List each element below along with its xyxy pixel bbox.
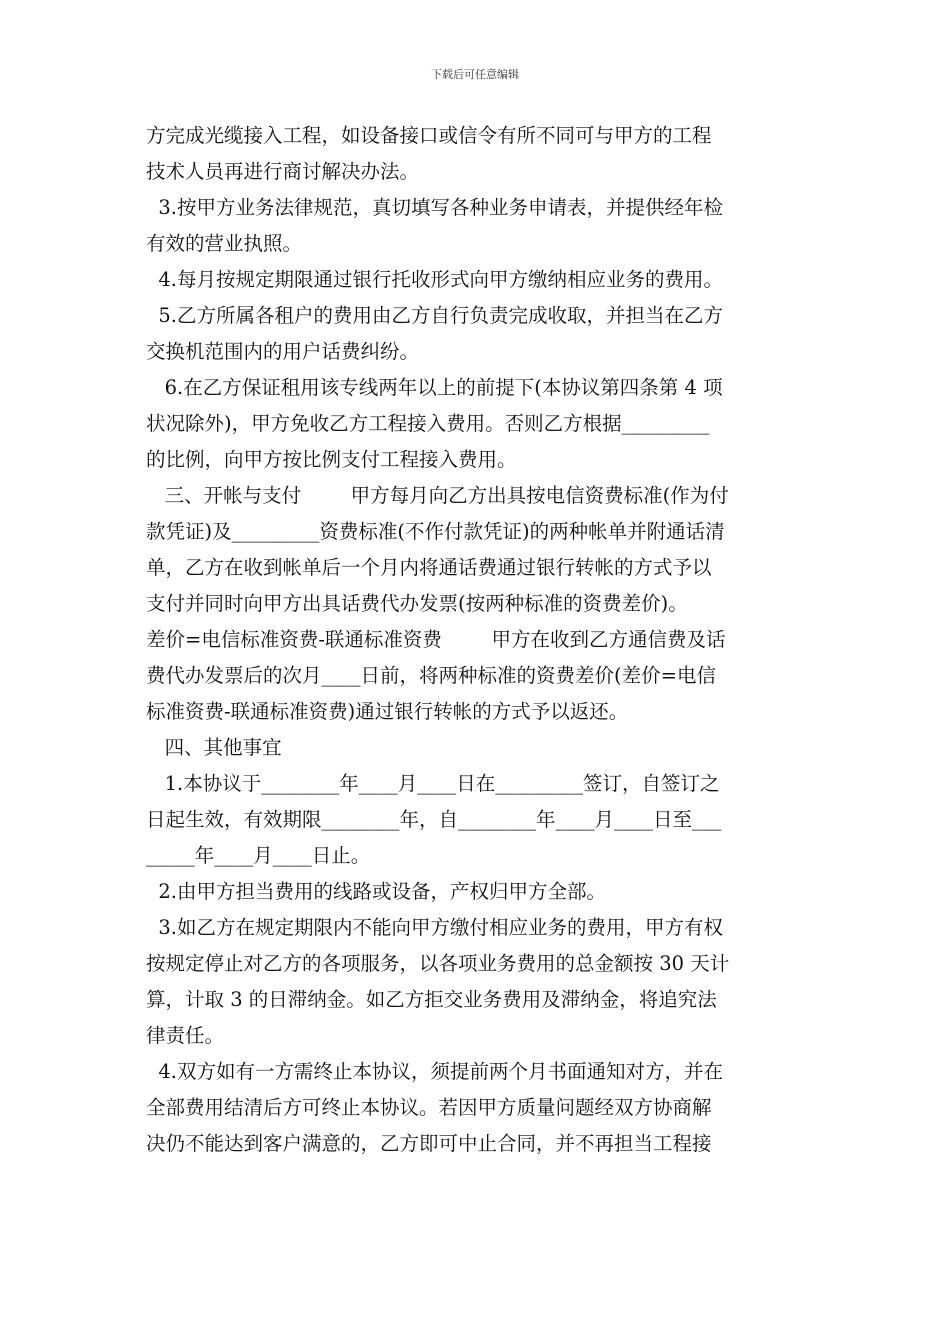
text-line: 1.本协议于________年____月____日在_________签订，自签订之 [146,772,720,795]
text-line: 4.双方如有一方需终止本协议，须提前两个月书面通知对方，并在 [146,1060,724,1083]
text-line: 的比例，向甲方按比例支付工程接入费用。 [146,448,517,471]
text-line: 支付并同时向甲方出具话费代办发票(按两种标准的资费差价)。 [146,592,688,615]
text-line: 5.乙方所属各租户的费用由乙方自行负责完成收取，并担当在乙方 [146,304,724,327]
text-line: 3.按甲方业务法律规范，真切填写各种业务申请表，并提供经年检 [146,196,724,219]
section-heading: 四、其他事宜 [146,736,282,759]
text-line: 标准资费-联通标准资费)通过银行转帐的方式予以返还。 [146,700,629,723]
text-line: 4.每月按规定期限通过银行托收形式向甲方缴纳相应业务的费用。 [146,268,724,291]
text-line: 2.由甲方担当费用的线路或设备，产权归甲方全部。 [146,880,607,903]
document-body [146,118,810,1162]
page-header: 下载后可任意编辑 [431,68,519,81]
text-line: 按规定停止对乙方的各项服务，以各项业务费用的总金额按 30 天计 [146,952,730,975]
text-line: 决仍不能达到客户满意的，乙方即可中止合同，并不再担当工程接 [146,1132,712,1155]
text-line: _____年____月____日止。 [146,844,371,867]
text-line: 有效的营业执照。 [146,232,303,255]
text-line: 款凭证)及_________资费标准(不作付款凭证)的两种帐单并附通话清 [146,520,725,543]
text-line: 单，乙方在收到帐单后一个月内将通话费通过银行转帐的方式予以 [146,556,712,579]
text-line: 差价=电信标准资费-联通标准资费 甲方在收到乙方通信费及话 [146,628,726,651]
text-line: 费代办发票后的次月____日前，将两种标准的资费差价(差价=电信 [146,664,716,687]
text-line: 技术人员再进行商讨解决办法。 [146,160,420,183]
text-line: 6.在乙方保证租用该专线两年以上的前提下(本协议第四条第 4 项 [146,376,723,399]
text-line: 算，计取 3 的日滞纳金。如乙方拒交业务费用及滞纳金，将追究法 [146,988,717,1011]
text-line: 律责任。 [146,1024,225,1047]
text-line: 方完成光缆接入工程，如设备接口或信令有所不同可与甲方的工程 [146,124,712,147]
text-line: 全部费用结清后方可终止本协议。若因甲方质量问题经双方协商解 [146,1096,712,1119]
text-line: 三、开帐与支付 甲方每月向乙方出具按电信资费标准(作为付 [146,484,729,507]
text-line: 状况除外)，甲方免收乙方工程接入费用。否则乙方根据_________ [146,412,710,435]
text-line: 交换机范围内的用户话费纠纷。 [146,340,420,363]
text-line: 日起生效，有效期限________年，自________年____月____日至___ [146,808,722,831]
text-line: 3.如乙方在规定期限内不能向甲方缴付相应业务的费用，甲方有权 [146,916,724,939]
